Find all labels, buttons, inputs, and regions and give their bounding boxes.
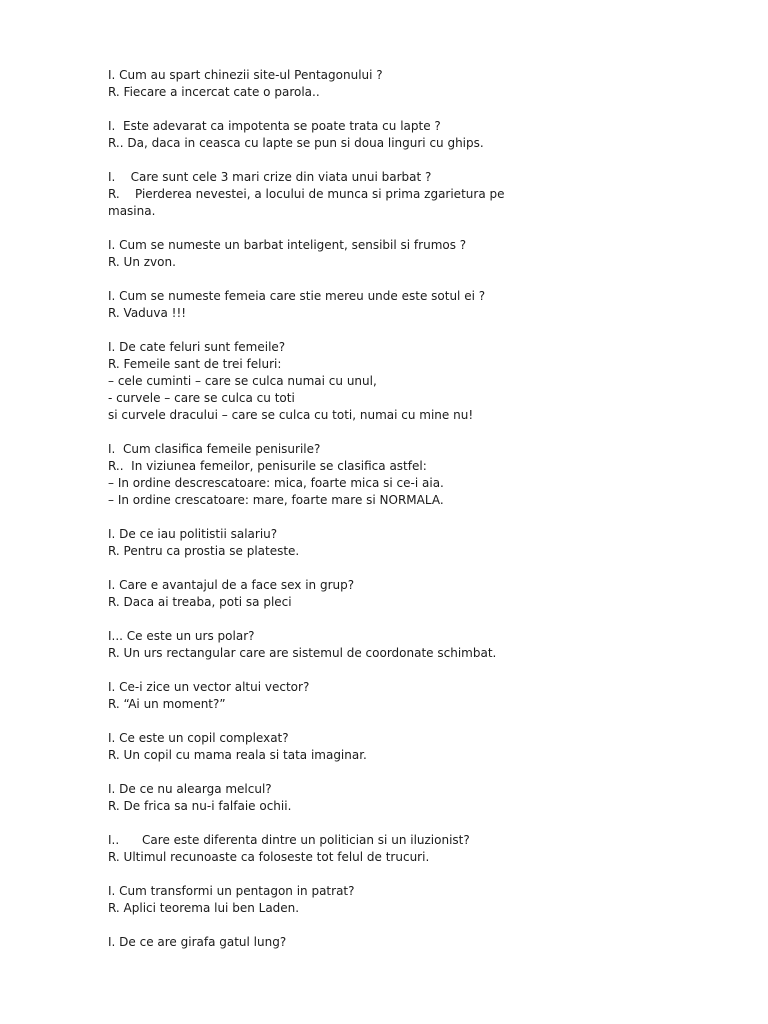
question-line: I. Cum se numeste femeia care stie mereu unde este sotul ei ? [108, 289, 486, 303]
answer-line: R. Fiecare a incercat cate o parola.. [108, 85, 320, 99]
question-line: I... Ce este un urs polar? [108, 629, 255, 643]
answer-line: - curvele – care se culca cu toti [108, 391, 295, 405]
question-line: I. Cum se numeste un barbat inteligent, sensibil si frumos ? [108, 238, 467, 252]
question-line: I. Ce-i zice un vector altui vector? [108, 680, 310, 694]
question-line: I. De ce nu alearga melcul? [108, 782, 272, 796]
answer-line: R. Vaduva !!! [108, 306, 187, 320]
question-line: I. Care sunt cele 3 mari crize din viata unui barbat ? [108, 170, 432, 184]
answer-line: R. Daca ai treaba, poti sa pleci [108, 595, 292, 609]
qa-item [108, 118, 748, 152]
question-line: I. De ce are girafa gatul lung? [108, 935, 287, 949]
question-line: I. Care e avantajul de a face sex in grup? [108, 578, 355, 592]
qa-item [108, 237, 748, 271]
answer-line: R. Un urs rectangular care are sistemul de coordonate schimbat. [108, 646, 497, 660]
answer-line: si curvele dracului – care se culca cu toti, numai cu mine nu! [108, 408, 474, 422]
question-line: I. Cum transformi un pentagon in patrat? [108, 884, 355, 898]
answer-line: R. “Ai un moment?” [108, 697, 226, 711]
answer-line: R. Un copil cu mama reala si tata imaginar. [108, 748, 367, 762]
answer-line: R.. Da, daca in ceasca cu lapte se pun si doua linguri cu ghips. [108, 136, 484, 150]
qa-item [108, 526, 748, 560]
qa-item [108, 679, 748, 713]
answer-line: R. Femeile sant de trei feluri: [108, 357, 282, 371]
qa-item [108, 169, 748, 220]
qa-item [108, 441, 748, 509]
question-line: I.. Care este diferenta dintre un politician si un iluzionist? [108, 833, 470, 847]
answer-line: R. Un zvon. [108, 255, 176, 269]
question-line: I. Cum clasifica femeile penisurile? [108, 442, 321, 456]
question-line: I. Ce este un copil complexat? [108, 731, 289, 745]
question-line: I. De ce iau politistii salariu? [108, 527, 278, 541]
answer-line: – cele cuminti – care se culca numai cu unul, [108, 374, 377, 388]
qa-item [108, 67, 748, 101]
question-line: I. De cate feluri sunt femeile? [108, 340, 286, 354]
document-page [108, 67, 748, 968]
answer-line: – In ordine crescatoare: mare, foarte mare si NORMALA. [108, 493, 444, 507]
qa-item [108, 577, 748, 611]
question-line: I. Este adevarat ca impotenta se poate trata cu lapte ? [108, 119, 441, 133]
qa-item [108, 730, 748, 764]
answer-line: R. Pierderea nevestei, a locului de munca si prima zgarietura pe [108, 187, 505, 201]
answer-line: masina. [108, 204, 156, 218]
question-line: I. Cum au spart chinezii site-ul Pentagonului ? [108, 68, 383, 82]
qa-item [108, 883, 748, 917]
answer-line: – In ordine descrescatoare: mica, foarte mica si ce-i aia. [108, 476, 444, 490]
answer-line: R. De frica sa nu-i falfaie ochii. [108, 799, 292, 813]
qa-item [108, 781, 748, 815]
answer-line: R. Ultimul recunoaste ca foloseste tot felul de trucuri. [108, 850, 430, 864]
answer-line: R.. In viziunea femeilor, penisurile se clasifica astfel: [108, 459, 427, 473]
qa-item [108, 934, 748, 951]
qa-item [108, 628, 748, 662]
answer-line: R. Aplici teorema lui ben Laden. [108, 901, 300, 915]
answer-line: R. Pentru ca prostia se plateste. [108, 544, 300, 558]
qa-item [108, 832, 748, 866]
qa-item [108, 288, 748, 322]
qa-item [108, 339, 748, 424]
